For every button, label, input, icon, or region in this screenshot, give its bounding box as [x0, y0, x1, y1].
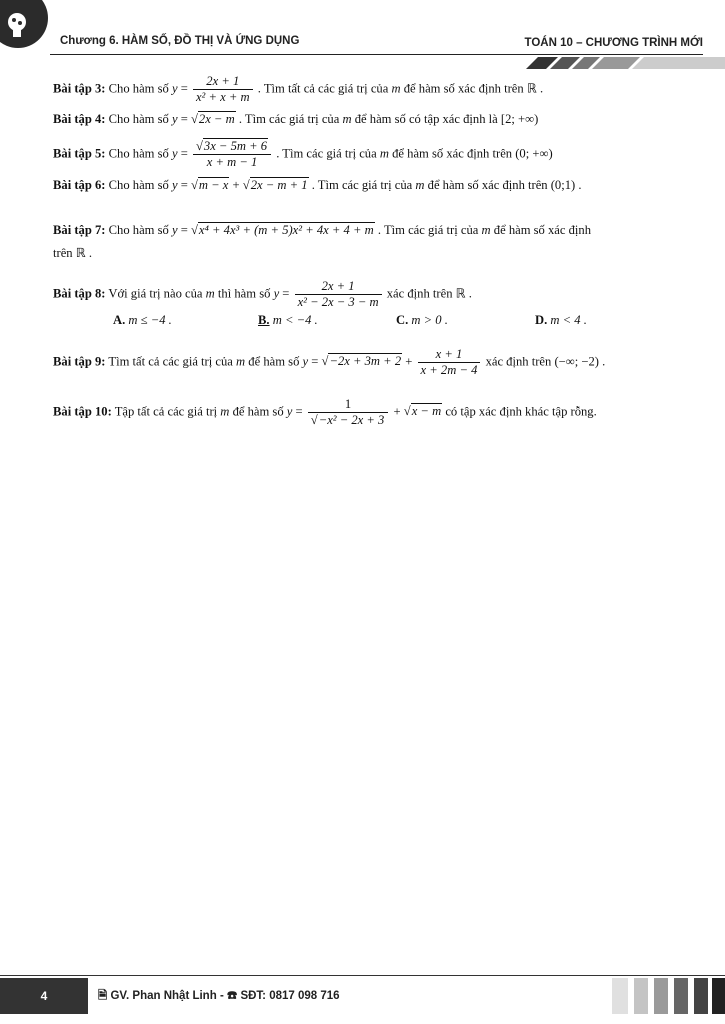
- exercise-7: Bài tập 7: Cho hàm số y = √x⁴ + 4x³ + (m + 5)x² + 4x + 4 + m . Tìm các giá trị của m để hàm số xác định: [53, 223, 592, 237]
- formula-sqrt: √2x − m: [190, 112, 235, 126]
- exercise-9: Bài tập 9: Tìm tất cả các giá trị của m để hàm số y = √−2x + 3m + 2 + $\frac{x + 1}{x + 2m - 4}$ xác định trên (−∞; −2) .: [53, 347, 606, 377]
- exercise-5: Bài tập 5: Cho hàm số y = $\frac{√3x - 5m + 6}{x + m - 1}$ . Tìm các giá trị của m để hàm số xác định trên (0; +∞): [53, 139, 553, 169]
- exercise-8: Bài tập 8: Với giá trị nào của m thì hàm số y = $\frac{2x + 1}{\text{x² − 2x − 3 − m}}$ xác định trên ℝ .: [53, 279, 472, 309]
- exercise-10: Bài tập 10: Tập tất cả các giá trị m để hàm số y = $\frac{1}{\text{√−x² − 2x + 3}}$ + √x − m có tập xác định khác tập rỗng.: [53, 397, 597, 427]
- footer-divider: [0, 975, 725, 976]
- exercise-label: Bài tập 9:: [53, 354, 106, 369]
- formula-fraction: $\frac{√3x - 5m + 6}{x + m - 1}$: [193, 139, 271, 170]
- document-icon: 🗎: [98, 990, 108, 1002]
- formula-fraction: $\frac{x + 1}{x + 2m - 4}$: [418, 347, 481, 378]
- formula-fraction: $\frac{2x + 1}{\text{x² − 2x − 3 − m}}$: [295, 279, 382, 310]
- phone-icon: ☎: [226, 990, 238, 1002]
- exercise-label: Bài tập 8:: [53, 286, 106, 301]
- exercise-text: Cho hàm số: [108, 81, 169, 96]
- exercise-7-line2: trên ℝ .: [53, 246, 92, 260]
- brain-logo-icon: [0, 0, 48, 48]
- formula-fraction: $\frac{2x + 1}{\text{x² + x + m}}$: [193, 74, 253, 105]
- exercise-label: Bài tập 7:: [53, 223, 106, 237]
- option-c: C. m > 0 .: [396, 313, 448, 327]
- exercise-label: Bài tập 6:: [53, 178, 106, 192]
- page-number: 4: [0, 978, 88, 1014]
- exercise-label: Bài tập 5:: [53, 146, 106, 161]
- exercise-label: Bài tập 3:: [53, 81, 106, 96]
- exercise-label: Bài tập 4:: [53, 112, 106, 126]
- header-stripes-decoration: [520, 57, 725, 69]
- exercise-3: Bài tập 3: Cho hàm số y = $\frac{2x + 1}{\text{x² + x + m}}$ . Tìm tất cả các giá trị của m để hàm số xác định trên ℝ .: [53, 74, 544, 104]
- chapter-title: Chương 6. HÀM SỐ, ĐỒ THỊ VÀ ỨNG DỤNG: [60, 35, 300, 47]
- footer-author: 🗎 GV. Phan Nhật Linh - ☎ SĐT: 0817 098 716: [98, 990, 340, 1002]
- option-d: D. m < 4 .: [535, 313, 587, 327]
- formula-fraction: $\frac{1}{\text{√−x² − 2x + 3}}$: [308, 397, 389, 428]
- option-b: B. m < −4 .: [258, 313, 318, 327]
- exercise-6: Bài tập 6: Cho hàm số y = √m − x + √2x − m + 1 . Tìm các giá trị của m để hàm số xác định trên (0;1) .: [53, 178, 582, 192]
- exercise-label: Bài tập 10:: [53, 404, 112, 419]
- option-a: A. m ≤ −4 .: [113, 313, 172, 327]
- header-divider: [50, 54, 703, 55]
- course-title: TOÁN 10 – CHƯƠNG TRÌNH MỚI: [524, 37, 703, 49]
- exercise-4: Bài tập 4: Cho hàm số y = √2x − m . Tìm các giá trị của m để hàm số có tập xác định là [2; +∞): [53, 112, 539, 126]
- footer-stripes-decoration: [612, 978, 725, 1014]
